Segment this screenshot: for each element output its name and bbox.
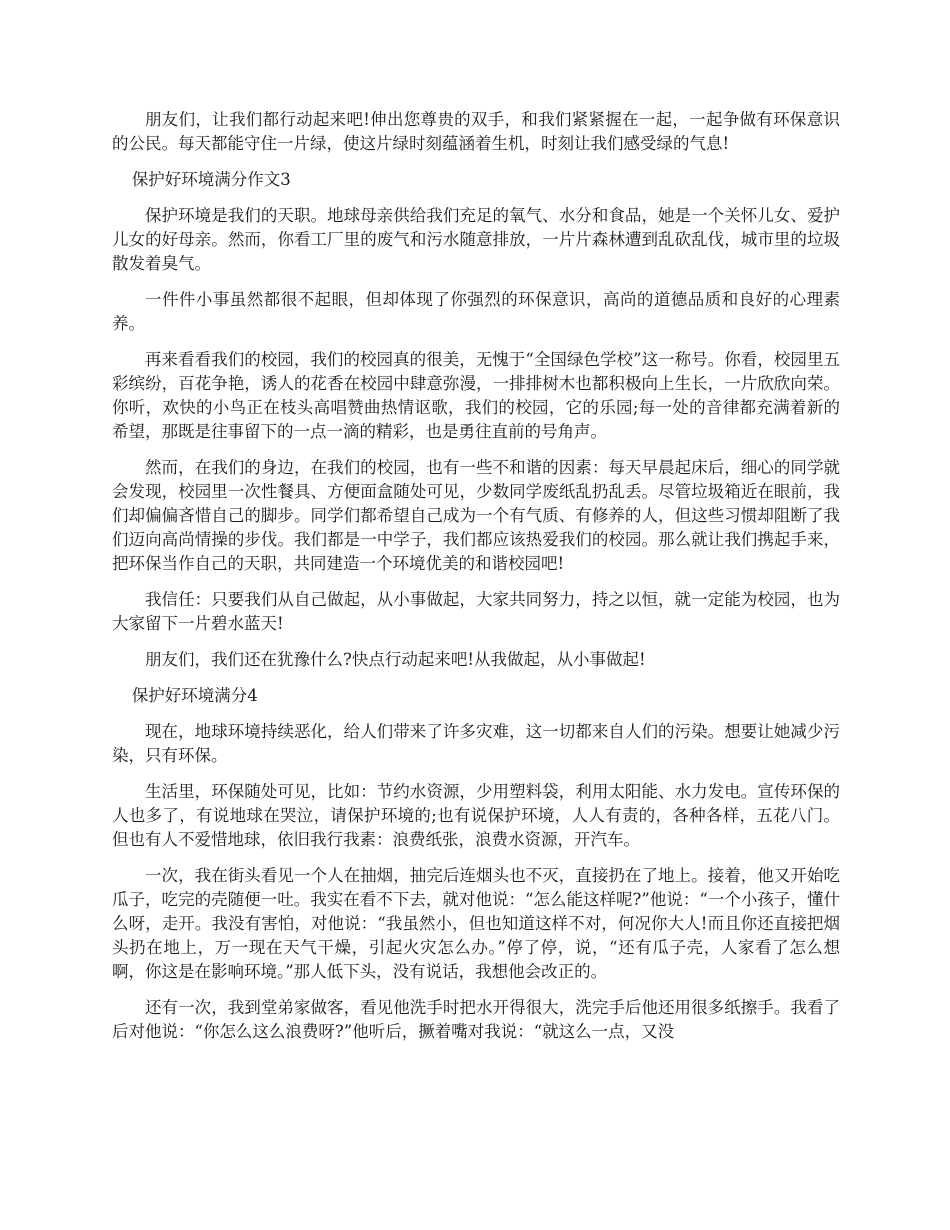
paragraph: 还有一次，我到堂弟家做客，看见他洗手时把水开得很大，洗完手后他还用很多纸擦手。我看了后对他说：“你怎么这么浪费呀?”他听后，撅着嘴对我说：“就这么一点，又没 [112,998,840,1041]
document-page [112,108,840,1056]
paragraph: 我信任：只要我们从自己做起，从小事做起，大家共同努力，持之以恒，就一定能为校园，也为大家留下一片碧水蓝天! [112,590,840,633]
paragraph: 再来看看我们的校园，我们的校园真的很美，无愧于“全国绿色学校”这一称号。你看，校园里五彩缤纷，百花争艳，诱人的花香在校园中肆意弥漫，一排排树木也都积极向上生长，一片欣欣向荣。你听，欢快的小鸟正在枝头高唱赞曲热情讴歌，我们的校园，它的乐园;每一处的音律都充满着新的希望，那既是往事留下的一点一滴的精彩，也是勇往直前的号角声。 [112,350,840,441]
section-heading: 保护好环境满分4 [131,686,258,705]
paragraph: 然而，在我们的身边，在我们的校园，也有一些不和谐的因素：每天早晨起床后，细心的同学就会发现，校园里一次性餐具、方便面盒随处可见，少数同学废纸乱扔乱丢。尽管垃圾箱近在眼前，我们却偏偏吝惜自己的脚步。同学们都希望自己成为一个有气质、有修养的人，但这些习惯却阻断了我们迈向高尚情操的步伐。我们都是一中学子，我们都应该热爱我们的校园。那么就让我们携起手来，把环保当作自己的天职，共同建造一个环境优美的和谐校园吧! [112,458,840,573]
paragraph: 朋友们，让我们都行动起来吧!伸出您尊贵的双手，和我们紧紧握在一起，一起争做有环保意识的公民。每天都能守住一片绿，使这片绿时刻蕴涵着生机，时刻让我们感受绿的气息! [112,110,840,153]
paragraph: 一次，我在街头看见一个人在抽烟，抽完后连烟头也不灭，直接扔在了地上。接着，他又开始吃瓜子，吃完的壳随便一吐。我实在看不下去，就对他说：“怎么能这样呢?”他说：“一个小孩子，懂什么呀，走开。我没有害怕，对他说：“我虽然小，但也知道这样不对，何况你大人!而且你还直接把烟头扔在地上，万一现在天气干燥，引起火灾怎么办。”停了停，说，“还有瓜子壳，人家看了怎么想啊，你这是在影响环境。”那人低下头，没有说话，我想他会改正的。 [112,866,840,981]
paragraph: 现在，地球环境持续恶化，给人们带来了许多灾难，这一切都来自人们的污染。想要让她减少污染，只有环保。 [112,722,840,765]
paragraph: 一件件小事虽然都很不起眼，但却体现了你强烈的环保意识，高尚的道德品质和良好的心理素养。 [112,290,840,333]
section-heading: 保护好环境满分作文3 [131,170,291,189]
paragraph: 朋友们，我们还在犹豫什么?快点行动起来吧!从我做起，从小事做起! [145,650,646,669]
paragraph: 生活里，环保随处可见，比如：节约水资源，少用塑料袋，利用太阳能、水力发电。宣传环保的人也多了，有说地球在哭泣，请保护环境的;也有说保护环境，人人有责的，各种各样，五花八门。但也有人不爱惜地球，依旧我行我素：浪费纸张，浪费水资源，开汽车。 [112,782,840,849]
paragraph: 保护环境是我们的天职。地球母亲供给我们充足的氧气、水分和食品，她是一个关怀儿女、爱护儿女的好母亲。然而，你看工厂里的废气和污水随意排放，一片片森林遭到乱砍乱伐，城市里的垃圾散发着臭气。 [112,206,840,273]
